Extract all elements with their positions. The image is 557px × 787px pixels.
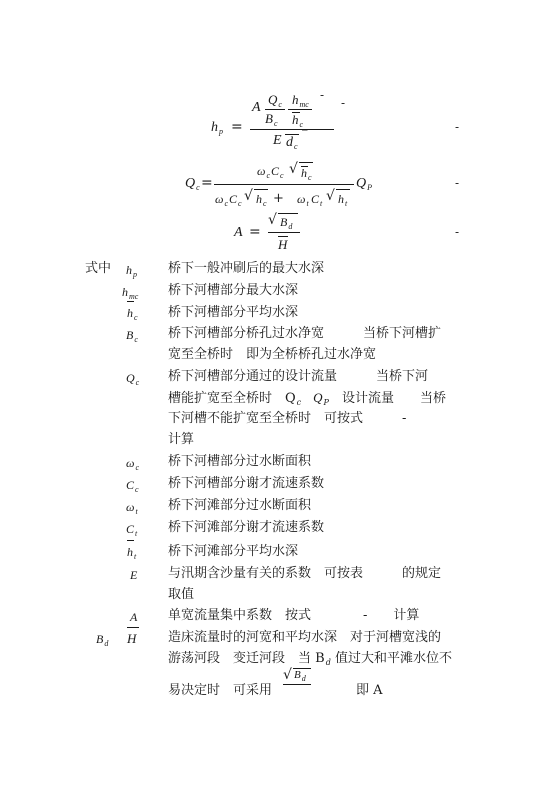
a-equation-number: - <box>455 225 460 239</box>
def-text: 桥下河槽部分通过的设计流量 当桥下河 <box>168 369 429 384</box>
qc-num-radical-bar <box>299 162 313 163</box>
def-text: 桥下河滩部分平均水深 <box>168 544 299 559</box>
qc-den2-h: $h_t$ <box>338 192 348 208</box>
qc-num-c: $C_c$ <box>271 164 284 180</box>
def-text: 桥下一般冲刷后的最大水深 <box>168 261 325 276</box>
qc-equals: = <box>201 175 213 191</box>
def-text: 下河槽不能扩宽至全桥时 可按式 - <box>168 411 407 426</box>
hp-b: $B_c$ <box>265 111 278 128</box>
qc-den1-c: $C_c$ <box>229 192 242 208</box>
def-text: 易决定时 可采用 <box>168 683 273 698</box>
def-text: 桥下河槽部分桥孔过水净宽 当桥下河槽扩 <box>168 326 442 341</box>
a-radical-bar <box>278 213 298 214</box>
def-symbol-bd: $B_d$ <box>96 632 109 648</box>
def-symbol-a: A <box>130 610 138 624</box>
def-text: 宽至全桥时 即为全桥桥孔过水净宽 <box>168 347 377 362</box>
def-symbol-bc: $B_c$ <box>126 328 138 344</box>
hp-den-e: E <box>273 133 282 148</box>
hp-dash-1: - <box>320 88 325 102</box>
a-lhs: A <box>234 225 243 240</box>
qc-den2-omega: $\omega_t$ <box>297 192 309 208</box>
qc-plus: + <box>273 191 284 206</box>
inline-bd: $B_d$ <box>294 669 306 683</box>
hp-equals: = <box>231 119 243 135</box>
hp-inner-frac-line-2 <box>288 109 312 110</box>
hp-coef: A <box>252 100 261 115</box>
where-label: 式中 <box>85 261 112 276</box>
qc-den1-radical-bar <box>254 189 268 190</box>
qc-den1-h: $h_c$ <box>256 192 267 208</box>
qc-num-radical: √ <box>289 161 298 177</box>
def-symbol-omega-c: $\omega_c$ <box>126 456 140 472</box>
def-symbol-hmc: $h_{mc}$ <box>122 285 139 301</box>
def-symbol-h: H <box>127 631 137 646</box>
def-text: 计算 <box>168 432 195 447</box>
def-text: 与汛期含沙量有关的系数 可按表 的规定 <box>168 566 442 581</box>
def-ht-overline <box>127 540 134 541</box>
def-symbol-cc: $C_c$ <box>126 478 139 494</box>
hp-den-d: $d_c$ <box>286 135 298 151</box>
qc-main-frac-line <box>214 184 354 185</box>
def-symbol-qc: $Q_c$ <box>126 371 140 387</box>
hp-hmc: $h_{mc}$ <box>292 92 309 109</box>
hp-hc: $h_c$ <box>292 112 304 129</box>
def-text: 桥下河槽部分最大水深 <box>168 283 299 298</box>
inline-radical: √ <box>283 667 292 683</box>
a-den-h: H <box>278 237 288 252</box>
hp-equation-number: - <box>455 120 460 134</box>
qc-num-h: $h_c$ <box>301 166 312 182</box>
def-text: 取值 <box>168 587 195 602</box>
qc-num-omega: $\omega_c$ <box>257 164 271 180</box>
def-h-overline <box>127 627 139 628</box>
hp-main-frac-line <box>250 129 334 130</box>
def-symbol-omega-t: $\omega_t$ <box>126 500 138 516</box>
def-symbol-ct: $C_t$ <box>126 522 138 538</box>
def-hc-overline <box>127 301 134 302</box>
def-text: 桥下河滩部分过水断面积 <box>168 498 312 513</box>
def-symbol-e: E <box>130 568 138 582</box>
a-equals: = <box>249 224 261 240</box>
hp-inner-frac-line <box>265 109 285 110</box>
qc-den2-c: $C_t$ <box>311 192 323 208</box>
qc-den2-radical: √ <box>326 188 335 204</box>
def-symbol-hc: $h_c$ <box>127 306 138 322</box>
hp-lhs: $h_p$ <box>211 120 223 136</box>
def-symbol-hp: $h_p$ <box>126 263 137 279</box>
qc-den1-omega: $\omega_c$ <box>215 192 229 208</box>
def-text: 桥下河槽部分平均水深 <box>168 305 299 320</box>
hp-den-exp: ‾ <box>302 129 308 142</box>
qc-den1-radical: √ <box>244 188 253 204</box>
a-frac-line <box>268 232 300 233</box>
def-text: 槽能扩宽至全桥时 $Q_c$ $Q_P$ 设计流量 当桥 <box>168 390 446 407</box>
a-num-b: $B_d$ <box>280 215 293 231</box>
def-text: 游荡河段 变迁河段 当 $B_d$ 值过大和平滩水位不 <box>168 651 452 667</box>
a-radical: √ <box>268 212 277 228</box>
hp-dash-2: - <box>341 96 346 110</box>
def-text: 单宽流量集中系数 按式 - 计算 <box>168 608 420 623</box>
qc-lhs: $Q_c$ <box>185 176 200 192</box>
def-text: 桥下河槽部分过水断面积 <box>168 454 312 469</box>
qc-equation-number: - <box>455 176 460 190</box>
def-text: 桥下河槽部分谢才流速系数 <box>168 476 325 491</box>
def-text: 桥下河滩部分谢才流速系数 <box>168 520 325 535</box>
qc-qp: $Q_P$ <box>356 176 373 192</box>
def-tail-text: 即 A <box>356 683 383 698</box>
inline-frac-line <box>283 684 311 685</box>
def-text: 造床流量时的河宽和平均水深 对于河槽宽浅的 <box>168 630 442 645</box>
def-symbol-ht: $h_t$ <box>127 545 137 561</box>
hp-q: $Q_c$ <box>268 92 282 109</box>
qc-den2-radical-bar <box>336 189 350 190</box>
